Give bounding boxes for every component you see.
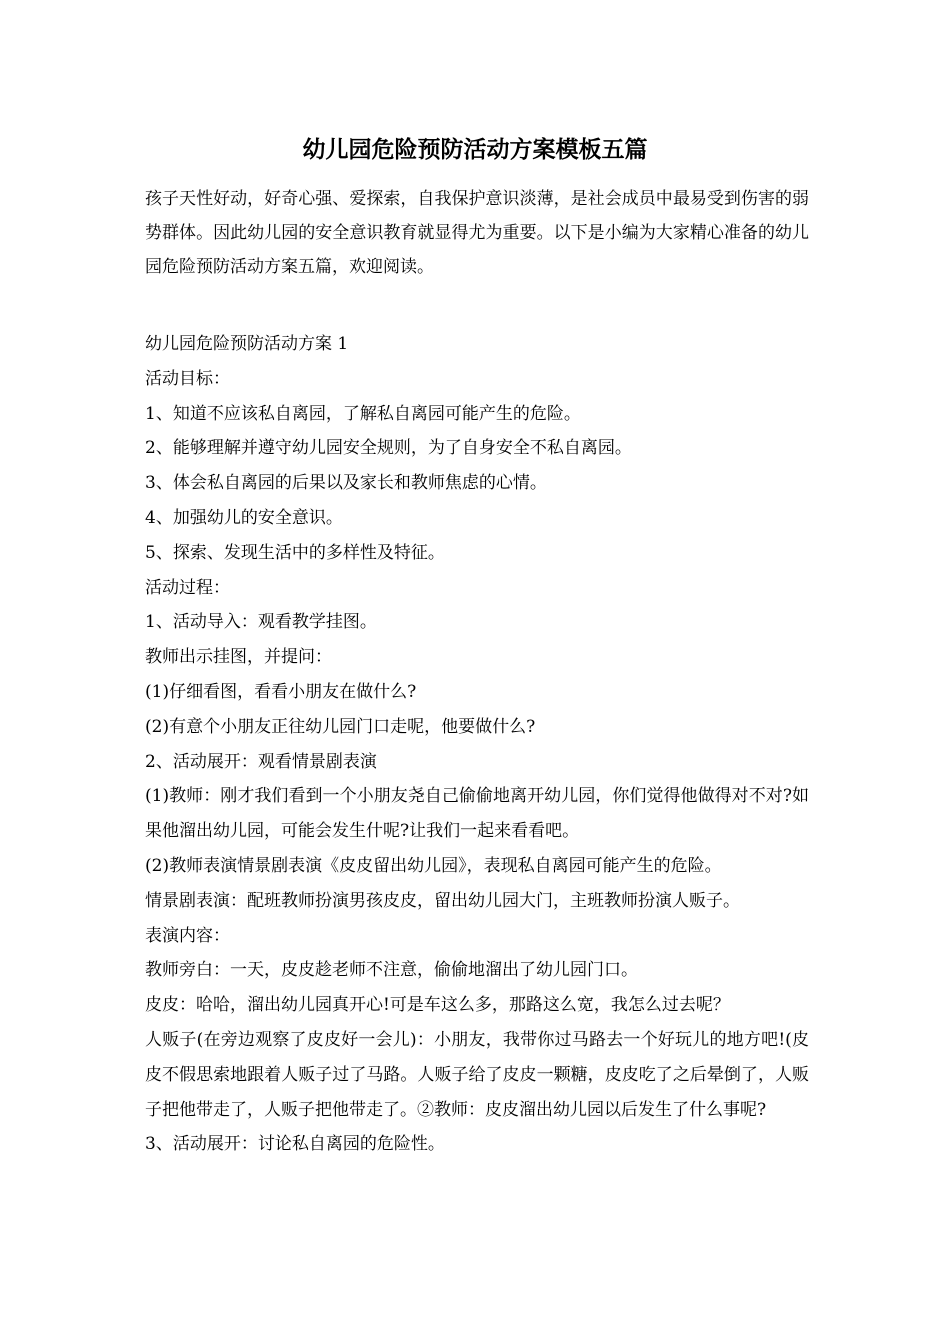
text-line: 3、活动展开：讨论私自离园的危险性。 xyxy=(145,1134,445,1155)
section-heading: 幼儿园危险预防活动方案 1 xyxy=(145,334,349,354)
text-line: 活动过程： xyxy=(145,577,230,598)
text-line: 1、知道不应该私自离园，了解私自离园可能产生的危险。 xyxy=(145,403,581,424)
text-line: 活动目标： xyxy=(145,368,230,389)
text-line: (1)仔细看图，看看小朋友在做什么? xyxy=(145,681,417,702)
text-line: 2、活动展开：观看情景剧表演 xyxy=(145,751,377,772)
text-line: (2)有意个小朋友正往幼儿园门口走呢，他要做什么? xyxy=(145,716,536,737)
text-line: 教师旁白：一天，皮皮趁老师不注意，偷偷地溜出了幼儿园门口。 xyxy=(145,960,638,981)
text-line: 情景剧表演：配班教师扮演男孩皮皮，留出幼儿园大门，主班教师扮演人贩子。 xyxy=(145,890,740,911)
text-line: 教师出示挂图，并提问： xyxy=(145,647,332,668)
document-body xyxy=(145,327,809,1162)
text-paragraph: (1)教师：刚才我们看到一个小朋友尧自己偷偷地离开幼儿园，你们觉得他做得对不对?如果他溜出幼儿园，可能会发生什呢?让我们一起来看看吧。 xyxy=(145,786,809,842)
text-paragraph: 人贩子(在旁边观察了皮皮好一会儿)：小朋友，我带你过马路去一个好玩儿的地方吧!(皮皮不假思索地跟着人贩子过了马路。人贩子给了皮皮一颗糖，皮皮吃了之后晕倒了，人贩子把他带走了，人贩子把他带走了。②教师：皮皮溜出幼儿园以后发生了什么事呢? xyxy=(145,1029,809,1120)
text-line: 5、探索、发现生活中的多样性及特征。 xyxy=(145,542,445,563)
text-line: 2、能够理解并遵守幼儿园安全规则，为了自身安全不私自离园。 xyxy=(145,438,632,459)
text-line: 4、加强幼儿的安全意识。 xyxy=(145,507,343,528)
text-line: 皮皮：哈哈，溜出幼儿园真开心!可是车这么多，那路这么宽，我怎么过去呢？ xyxy=(145,995,730,1016)
text-line: 3、体会私自离园的后果以及家长和教师焦虑的心情。 xyxy=(145,473,547,494)
text-line: 1、活动导入：观看教学挂图。 xyxy=(145,612,377,633)
document-title: 幼儿园危险预防活动方案模板五篇 xyxy=(302,136,648,163)
text-line: 表演内容： xyxy=(145,925,230,946)
intro-paragraph: 孩子天性好动，好奇心强、爱探索，自我保护意识淡薄，是社会成员中最易受到伤害的弱势群体。因此幼儿园的安全意识教育就显得尤为重要。以下是小编为大家精心准备的幼儿园危险预防活动方案五篇，欢迎阅读。 xyxy=(145,189,809,277)
text-line: (2)教师表演情景剧表演《皮皮留出幼儿园》，表现私自离园可能产生的危险。 xyxy=(145,855,722,876)
